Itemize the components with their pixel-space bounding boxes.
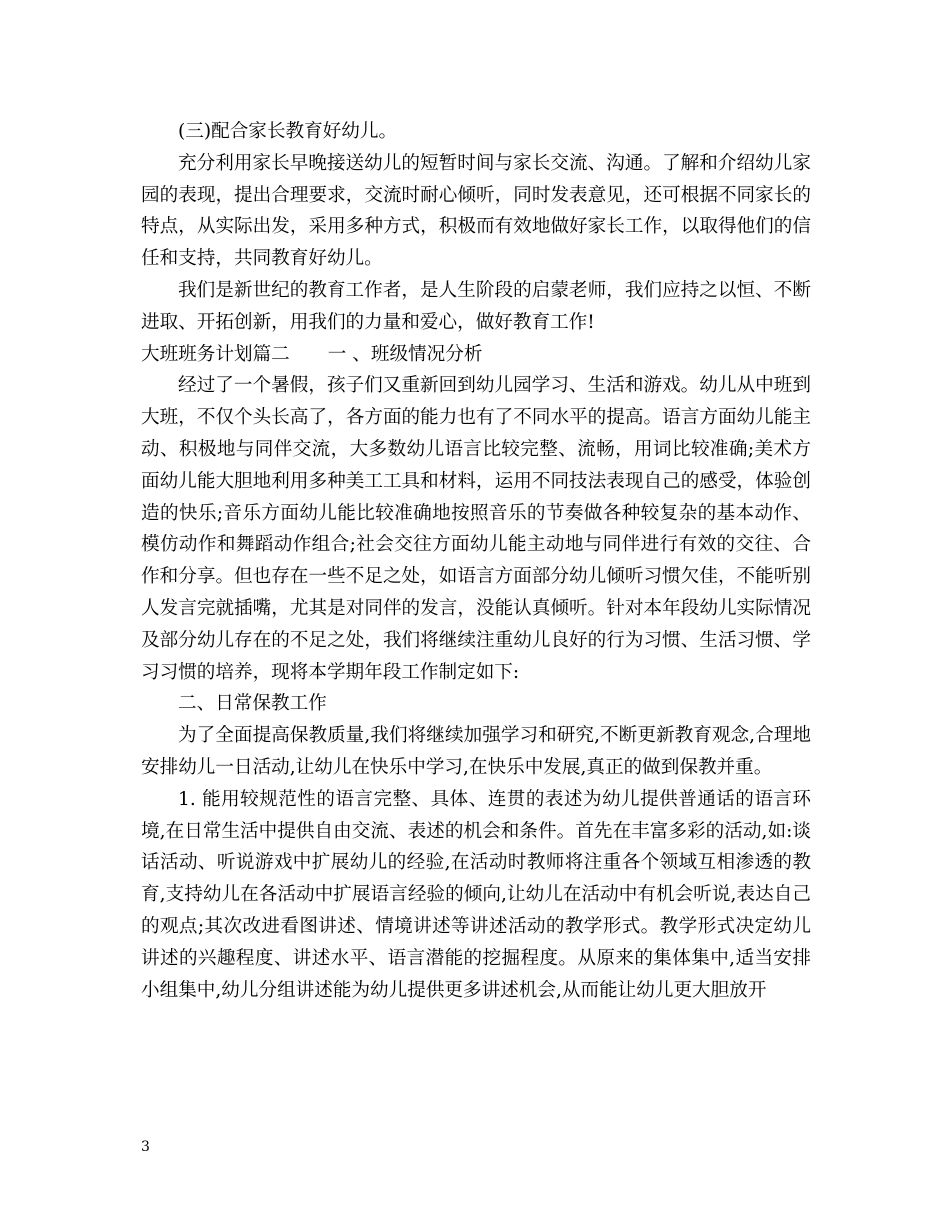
section-heading-daily-care: 二、日常保教工作 bbox=[178, 693, 327, 715]
section-heading-cooperate-parents: (三)配合家长教育好幼儿。 bbox=[178, 121, 398, 142]
paragraph-closing-statement: 我们是新世纪的教育工作者，是人生阶段的启蒙老师，我们应持之以恒、不断进取、开拓创新，用我们的力量和爱心，做好教育工作! bbox=[141, 279, 811, 333]
section-title-class-analysis: 一 、班级情况分析 bbox=[327, 343, 483, 365]
paragraph-care-quality: 为了全面提高保教质量,我们将继续加强学习和研究,不断更新教育观念,合理地安排幼儿一日活动,让幼儿在快乐中学习,在快乐中发展,真正的做到保教并重。 bbox=[141, 725, 811, 778]
body-text bbox=[141, 116, 811, 1006]
paragraph-class-analysis: 经过了一个暑假，孩子们又重新回到幼儿园学习、生活和游戏。幼儿从中班到大班，不仅个头长高了，各方面的能力也有了不同水平的提高。语言方面幼儿能主动、积极地与同伴交流，大多数幼儿语言比较完整、流畅，用词比较准确;美术方面幼儿能大胆地利用多种美工工具和材料，运用不同技法表现自己的感受，体验创造的快乐;音乐方面幼儿能比较准确地按照音乐的节奏做各种较复杂的基本动作、模仿动作和舞蹈动作组合;社会交往方面幼儿能主动地与同伴进行有效的交往、合作和分享。但也存在一些不足之处，如语言方面部分幼儿倾听习惯欠佳，不能听别人发言完就插嘴，尤其是对同伴的发言，没能认真倾听。针对本年段幼儿实际情况及部分幼儿存在的不足之处，我们将继续注重幼儿良好的行为习惯、生活习惯、学习习惯的培养，现将本学期年段工作制定如下: bbox=[141, 375, 811, 683]
chapter-heading bbox=[141, 339, 811, 371]
page-number: 3 bbox=[141, 1139, 150, 1155]
chapter-title: 大班班务计划篇二 bbox=[141, 343, 290, 365]
paragraph-parent-communication: 充分利用家长早晚接送幼儿的短暂时间与家长交流、沟通。了解和介绍幼儿家园的表现，提出合理要求，交流时耐心倾听，同时发表意见，还可根据不同家长的特点，从实际出发，采用多种方式，积极而有效地做好家长工作，以取得他们的信任和支持，共同教育好幼儿。 bbox=[141, 152, 811, 270]
paragraph-item-1-language: 1. 能用较规范性的语言完整、具体、连贯的表述为幼儿提供普通话的语言环境,在日常生活中提供自由交流、表述的机会和条件。首先在丰富多彩的活动,如:谈话活动、听说游戏中扩展幼儿的经验,在活动时教师将注重各个领域互相渗透的教育,支持幼儿在各活动中扩展语言经验的倾向,让幼儿在活动中有机会听说,表达自己的观点;其次改进看图讲述、情境讲述等讲述活动的教学形式。教学形式决定幼儿讲述的兴趣程度、讲述水平、语言潜能的挖掘程度。从原来的集体集中,适当安排小组集中,幼儿分组讲述能为幼儿提供更多讲述机会,从而能让幼儿更大胆放开 bbox=[141, 788, 811, 1001]
